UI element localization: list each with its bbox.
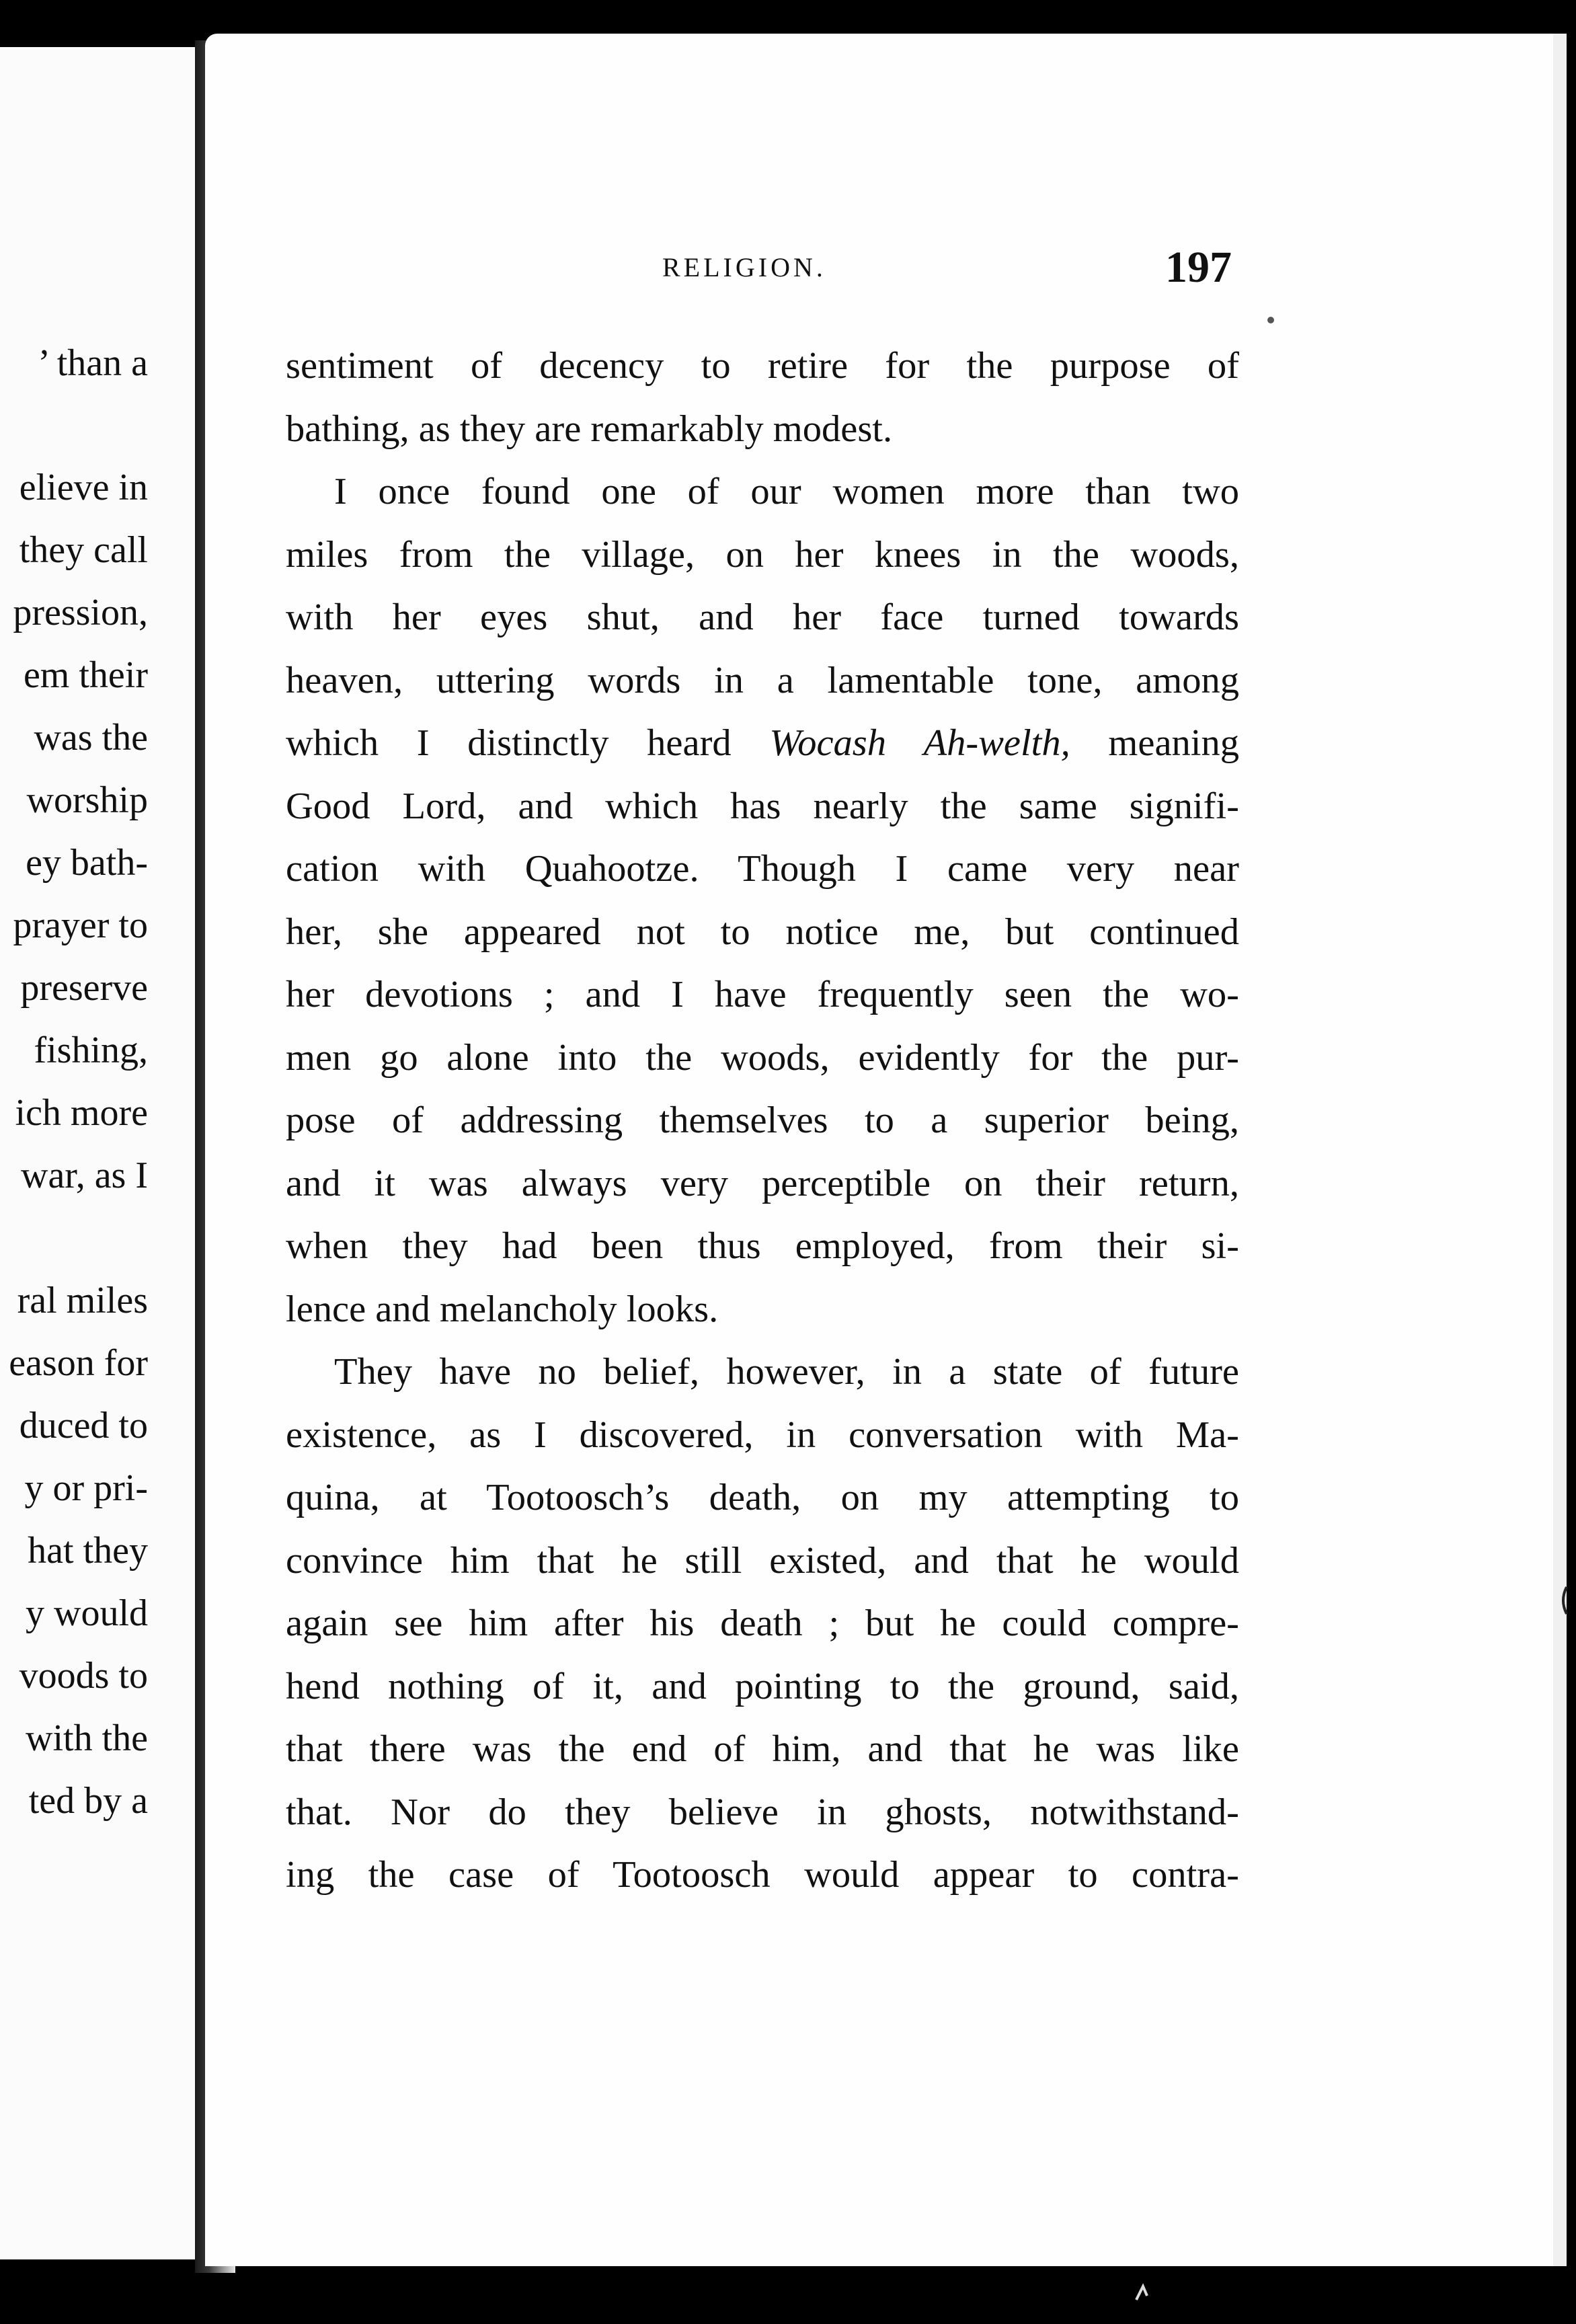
ink-mark bbox=[1136, 2286, 1147, 2300]
left-page-line: duced to bbox=[19, 1405, 148, 1446]
paragraph-first-line: They have no belief, however, in a state of future bbox=[334, 1351, 1239, 1393]
left-page-line: elieve in bbox=[19, 467, 148, 508]
text-line: that. Nor do they believe in ghosts, notwithstand- bbox=[286, 1791, 1239, 1833]
italic-native-phrase: Wocash Ah-welth, bbox=[769, 722, 1070, 764]
text-line: pose of addressing themselves to a superior being, bbox=[286, 1099, 1239, 1141]
left-page-line: pression, bbox=[13, 592, 148, 633]
left-page-line: y or pri- bbox=[24, 1467, 148, 1509]
left-page-line: worship bbox=[26, 779, 148, 821]
left-page-line: they call bbox=[19, 529, 148, 571]
text-line: again see him after his death ; but he could compre- bbox=[286, 1602, 1239, 1644]
text-line: bathing, as they are remarkably modest. bbox=[286, 408, 893, 450]
text-line: miles from the village, on her knees in the woods, bbox=[286, 533, 1239, 576]
paragraph-first-line: I once found one of our women more than two bbox=[334, 471, 1239, 512]
left-page-line: was the bbox=[34, 717, 148, 759]
left-facing-page bbox=[0, 47, 202, 2259]
text-line: cation with Quahootze. Though I came very near bbox=[286, 848, 1239, 890]
text-line: hend nothing of it, and pointing to the ground, said, bbox=[286, 1665, 1239, 1707]
left-page-line: ey bath- bbox=[26, 842, 148, 884]
left-page-line: ral miles bbox=[17, 1280, 148, 1321]
text-line: lence and melancholy looks. bbox=[286, 1288, 719, 1330]
left-page-line: ted by a bbox=[28, 1780, 148, 1822]
text-line: her devotions ; and I have frequently seen the wo- bbox=[286, 974, 1239, 1015]
text-line: men go alone into the woods, evidently for the pur- bbox=[286, 1036, 1239, 1079]
left-page-line: ’ than a bbox=[38, 342, 148, 384]
text-line: ing the case of Tootoosch would appear to contra- bbox=[286, 1854, 1239, 1896]
page-edge bbox=[1553, 34, 1567, 2266]
text-line: existence, as I discovered, in conversation with Ma- bbox=[286, 1413, 1239, 1456]
text-line bbox=[286, 712, 1239, 775]
left-page-line: preserve bbox=[20, 967, 148, 1009]
text-line: that there was the end of him, and that he was like bbox=[286, 1728, 1239, 1770]
left-page-line: war, as I bbox=[21, 1155, 148, 1196]
body-text bbox=[286, 335, 1239, 1907]
text-fragment: meaning bbox=[1070, 722, 1239, 764]
left-page-line: eason for bbox=[9, 1342, 148, 1384]
left-page-line: hat they bbox=[28, 1530, 148, 1572]
text-line: Good Lord, and which has nearly the same signifi- bbox=[286, 785, 1239, 827]
left-page-line: with the bbox=[26, 1717, 148, 1759]
left-page-line: ich more bbox=[15, 1092, 148, 1134]
text-line: sentiment of decency to retire for the purpose of bbox=[286, 345, 1239, 387]
left-page-line: fishing, bbox=[34, 1030, 148, 1071]
text-line: her, she appeared not to notice me, but continued bbox=[286, 911, 1239, 953]
text-line: and it was always very perceptible on their return, bbox=[286, 1162, 1239, 1204]
left-page-line: prayer to bbox=[13, 904, 148, 946]
left-page-line: voods to bbox=[19, 1655, 148, 1697]
text-line: quina, at Tootoosch’s death, on my attempting to bbox=[286, 1477, 1239, 1518]
text-line: convince him that he still existed, and that he would bbox=[286, 1539, 1239, 1582]
text-fragment: which I distinctly heard bbox=[286, 722, 770, 764]
running-head: RELIGION. bbox=[662, 252, 826, 282]
text-line: with her eyes shut, and her face turned towards bbox=[286, 596, 1239, 638]
text-line: heaven, uttering words in a lamentable tone, among bbox=[286, 659, 1239, 701]
left-page-line: y would bbox=[26, 1592, 148, 1634]
page-number: 197 bbox=[1165, 243, 1232, 292]
text-line: when they had been thus employed, from their si- bbox=[286, 1225, 1239, 1267]
left-page-line: em their bbox=[23, 654, 148, 696]
